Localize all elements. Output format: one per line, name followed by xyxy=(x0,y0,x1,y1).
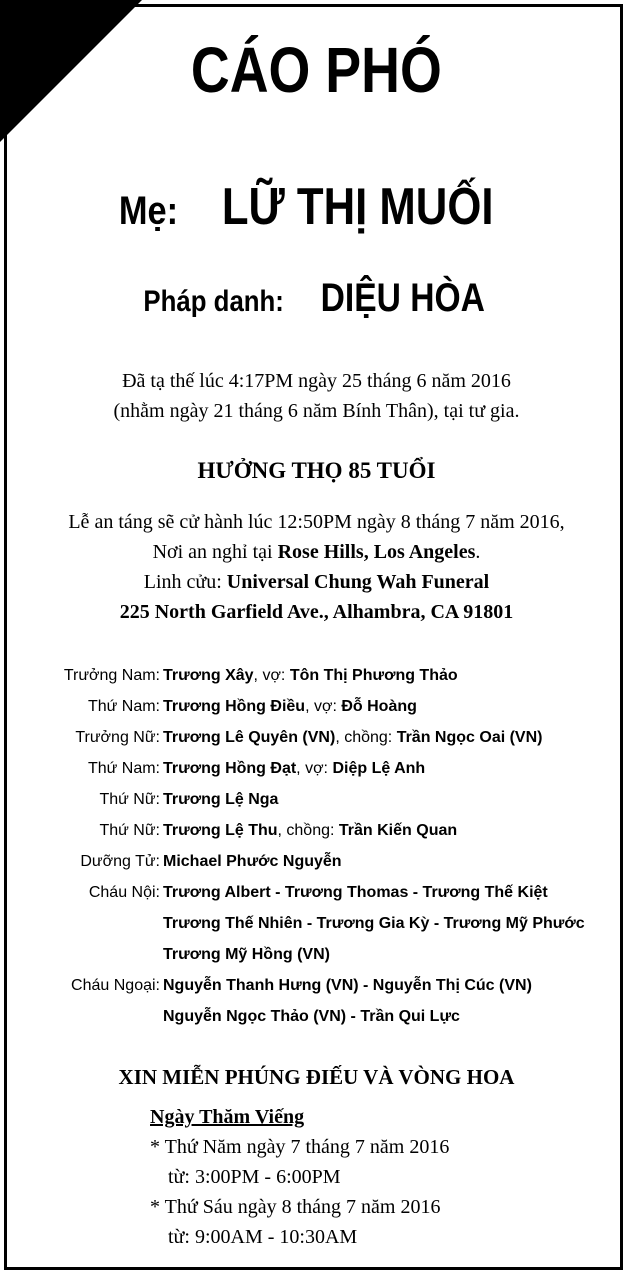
family-row xyxy=(0,784,633,815)
member-name: Trương Hồng Điều xyxy=(163,698,306,715)
family-list xyxy=(0,660,633,1032)
family-row xyxy=(0,970,633,1001)
family-row xyxy=(0,660,633,691)
member-name: Trương Hồng Đạt xyxy=(163,760,297,777)
member-name: Trần Ngọc Oai (VN) xyxy=(396,729,543,746)
family-members xyxy=(163,691,417,722)
family-row xyxy=(0,846,633,877)
family-row xyxy=(0,939,633,970)
member-name: Trương Xây xyxy=(163,667,254,684)
member-name: Trương Lê Quyên (VN) xyxy=(163,729,336,746)
member-name: Trương Lệ Nga xyxy=(163,791,279,808)
relation-text: , chồng: xyxy=(335,729,397,746)
member-name: Nguyễn Ngọc Thảo (VN) - Trần Qui Lực xyxy=(163,1008,460,1025)
resting-place-line: Nơi an nghỉ tại Rose Hills, Los Angeles. xyxy=(152,541,481,563)
family-members xyxy=(163,1001,460,1032)
family-row xyxy=(0,753,633,784)
no-flowers-notice: XIN MIỄN PHÚNG ĐIẾU VÀ VÒNG HOA xyxy=(118,1065,515,1089)
family-role: Thứ Nữ: xyxy=(99,791,160,808)
family-row xyxy=(0,722,633,753)
family-members xyxy=(163,970,532,1001)
funeral-address: 225 North Garfield Ave., Alhambra, CA 91801 xyxy=(119,601,514,623)
member-name: Tôn Thị Phương Thảo xyxy=(289,667,458,684)
member-name: Nguyễn Thanh Hưng (VN) - Nguyễn Thị Cúc (VN) xyxy=(163,977,532,994)
family-members xyxy=(163,722,542,753)
member-name: Trương Albert - Trương Thomas - Trương Thế Kiệt xyxy=(163,884,548,901)
family-row xyxy=(0,877,633,908)
dharma-label: Pháp danh: xyxy=(143,285,284,318)
family-members xyxy=(163,660,458,691)
death-line-2: (nhằm ngày 21 tháng 6 năm Bính Thân), tại tư gia. xyxy=(113,400,520,422)
family-role: Thứ Nam: xyxy=(87,760,160,777)
relation-text: , vợ: xyxy=(305,698,342,715)
funeral-home-line: Linh cửu: Universal Chung Wah Funeral xyxy=(143,571,490,593)
family-role: Trưởng Nam: xyxy=(63,667,160,684)
family-role: Trưởng Nữ: xyxy=(75,729,160,746)
resting-place: Rose Hills, Los Angeles xyxy=(277,541,476,563)
age-heading: HƯỞNG THỌ 85 TUỔI xyxy=(197,458,436,483)
family-role: Thứ Nam: xyxy=(87,698,160,715)
family-row xyxy=(0,908,633,939)
family-role: Dưỡng Tử: xyxy=(80,853,160,870)
family-role: Cháu Ngoại: xyxy=(71,977,160,994)
relation-text: , vợ: xyxy=(296,760,333,777)
visit-day-1: * Thứ Năm ngày 7 tháng 7 năm 2016 xyxy=(150,1136,450,1158)
dharma-name: DIỆU HÒA xyxy=(321,276,486,320)
family-members xyxy=(163,877,548,908)
family-members xyxy=(163,815,457,846)
member-name: Đỗ Hoàng xyxy=(341,698,417,715)
member-name: Trần Kiến Quan xyxy=(338,822,458,839)
funeral-line: Lễ an táng sẽ cử hành lúc 12:50PM ngày 8 tháng 7 năm 2016, xyxy=(68,511,565,533)
family-role: Cháu Nội: xyxy=(88,884,160,901)
visiting-heading: Ngày Thăm Viếng xyxy=(150,1106,305,1128)
family-members xyxy=(163,908,585,939)
member-name: Trương Lệ Thu xyxy=(163,822,278,839)
visit-day-2: * Thứ Sáu ngày 8 tháng 7 năm 2016 xyxy=(150,1196,441,1218)
family-role: Thứ Nữ: xyxy=(99,822,160,839)
family-members xyxy=(163,846,342,877)
visit-time-1: từ: 3:00PM - 6:00PM xyxy=(168,1166,341,1188)
member-name: Michael Phước Nguyễn xyxy=(163,853,342,870)
family-row xyxy=(0,691,633,722)
family-members xyxy=(163,939,330,970)
funeral-home: Universal Chung Wah Funeral xyxy=(226,571,490,593)
family-members xyxy=(163,753,425,784)
family-members xyxy=(163,784,278,815)
deceased-name: LỮ THỊ MUỐI xyxy=(221,178,493,236)
member-name: Diệp Lệ Anh xyxy=(332,760,426,777)
relation-text: , vợ: xyxy=(253,667,290,684)
relation-text: , chồng: xyxy=(277,822,339,839)
family-row xyxy=(0,1001,633,1032)
death-line-1: Đã tạ thế lúc 4:17PM ngày 25 tháng 6 năm 2016 xyxy=(122,370,511,392)
mother-label: Mẹ: xyxy=(118,189,179,233)
deceased-line xyxy=(0,174,633,244)
obituary-title: CÁO PHÓ xyxy=(191,34,442,106)
visit-time-2: từ: 9:00AM - 10:30AM xyxy=(168,1226,358,1248)
family-row xyxy=(0,815,633,846)
member-name: Trương Mỹ Hồng (VN) xyxy=(163,946,330,963)
member-name: Trương Thế Nhiên - Trương Gia Kỳ - Trương Mỹ Phước xyxy=(163,915,585,932)
dharma-line xyxy=(0,270,633,330)
